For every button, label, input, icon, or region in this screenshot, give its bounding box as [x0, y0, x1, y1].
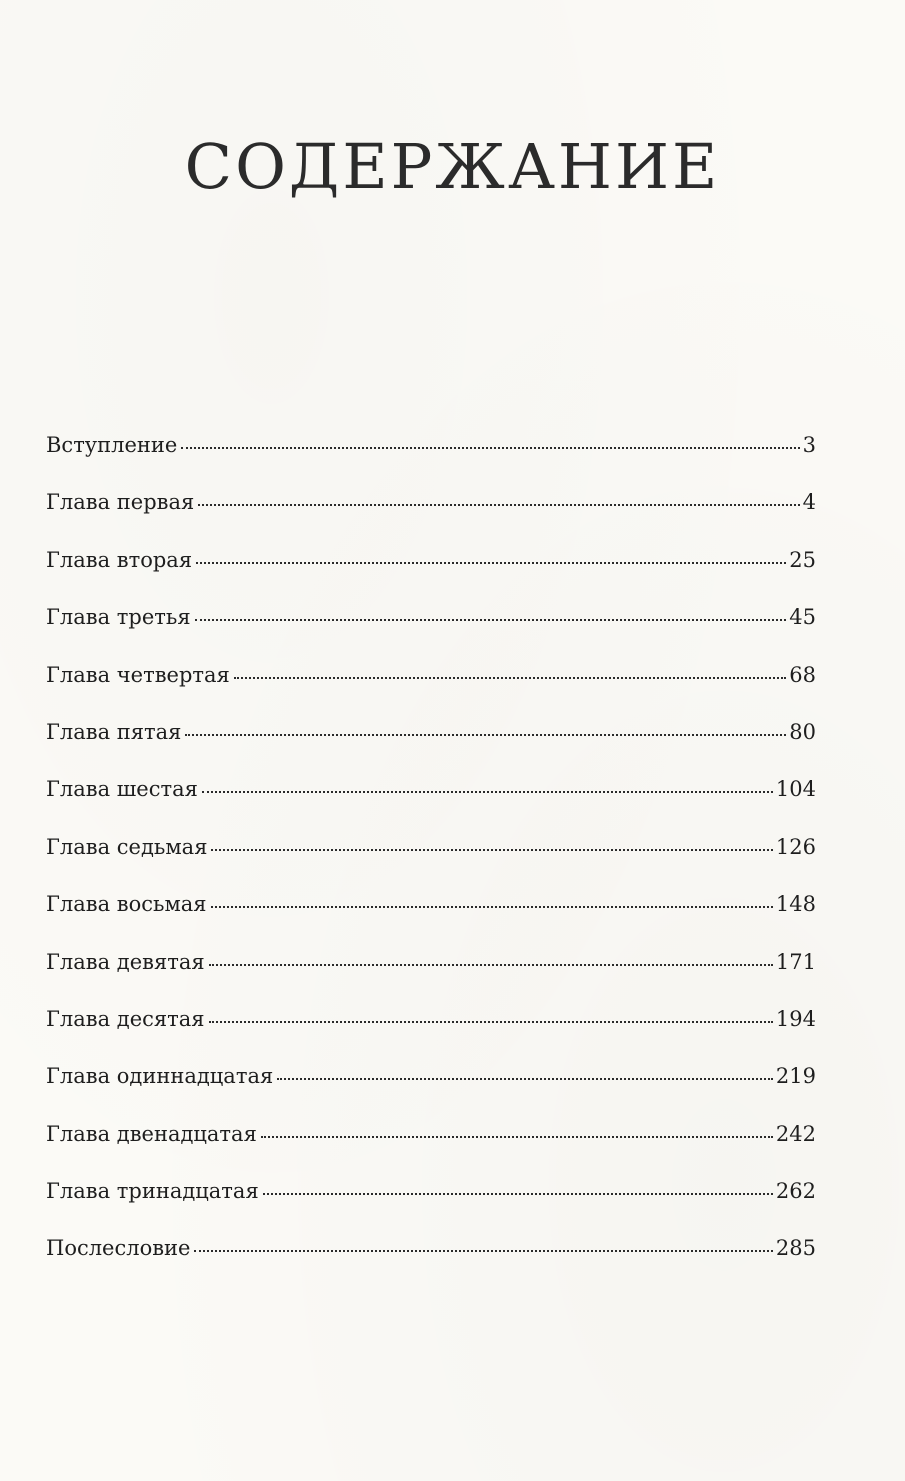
toc-entry-page: 285	[775, 1236, 816, 1261]
toc-entry-label: Глава двенадцатая	[46, 1121, 257, 1146]
toc-entry-page: 3	[802, 433, 816, 457]
toc-entry-label: Вступление	[46, 433, 178, 457]
toc-entry-page: 4	[802, 490, 816, 515]
dot-leader	[209, 1021, 773, 1023]
toc-entry-label: Глава восьмая	[46, 892, 207, 917]
toc-entry-2	[46, 548, 816, 605]
dot-leader	[211, 906, 773, 908]
toc-entry-1	[46, 490, 816, 547]
toc-entry-label: Глава седьмая	[46, 834, 208, 859]
dot-leader	[185, 734, 786, 736]
dot-leader	[181, 447, 799, 449]
toc-entry-label: Глава пятая	[46, 719, 182, 744]
toc-entry-label: Глава вторая	[46, 547, 193, 572]
toc-entry-page: 80	[789, 719, 816, 744]
dot-leader	[195, 619, 787, 621]
toc-entry-label: Глава третья	[46, 605, 191, 630]
toc-entry-label: Глава десятая	[46, 1006, 205, 1031]
toc-entry-page: 242	[775, 1121, 816, 1146]
toc-entry-page: 25	[789, 547, 816, 572]
toc-entry-label: Глава четвертая	[46, 662, 230, 687]
toc-entry-7	[46, 835, 816, 892]
dot-leader	[211, 849, 772, 851]
toc-entry-page: 194	[775, 1006, 816, 1031]
dot-leader	[261, 1136, 773, 1138]
toc-entry-11	[46, 1064, 816, 1121]
dot-leader	[198, 504, 799, 506]
toc-entry-page: 219	[775, 1064, 816, 1089]
toc-entry-10	[46, 1007, 816, 1064]
toc-entry-9	[46, 950, 816, 1007]
toc-entry-page: 171	[775, 949, 816, 974]
toc-entry-page: 126	[775, 834, 816, 859]
toc-entry-label: Глава первая	[46, 490, 195, 515]
toc-entry-label: Глава шестая	[46, 777, 198, 802]
dot-leader	[234, 677, 786, 679]
toc-entry-13	[46, 1179, 816, 1236]
dot-leader	[277, 1078, 773, 1080]
toc-entry-label: Глава одиннадцатая	[46, 1064, 274, 1089]
toc-entry-label: Глава девятая	[46, 949, 205, 974]
toc-entry-label: Послесловие	[46, 1236, 191, 1261]
toc-entry-page: 262	[775, 1179, 816, 1204]
toc-entry-14	[46, 1236, 816, 1293]
toc-entry-12	[46, 1122, 816, 1179]
table-of-contents	[46, 433, 816, 1294]
toc-entry-8	[46, 892, 816, 949]
dot-leader	[194, 1250, 772, 1252]
toc-entry-page: 148	[775, 892, 816, 917]
page-title: СОДЕРЖАНИЕ	[184, 129, 721, 203]
toc-entry-page: 104	[775, 777, 816, 802]
toc-entry-page: 45	[789, 605, 816, 630]
dot-leader	[202, 791, 773, 793]
toc-entry-5	[46, 720, 816, 777]
toc-entry-4	[46, 663, 816, 720]
dot-leader	[263, 1193, 773, 1195]
dot-leader	[209, 964, 773, 966]
toc-entry-0	[46, 433, 816, 490]
toc-entry-3	[46, 605, 816, 662]
toc-entry-page: 68	[789, 662, 816, 687]
toc-entry-6	[46, 777, 816, 834]
toc-entry-label: Глава тринадцатая	[46, 1179, 259, 1204]
dot-leader	[196, 562, 786, 564]
